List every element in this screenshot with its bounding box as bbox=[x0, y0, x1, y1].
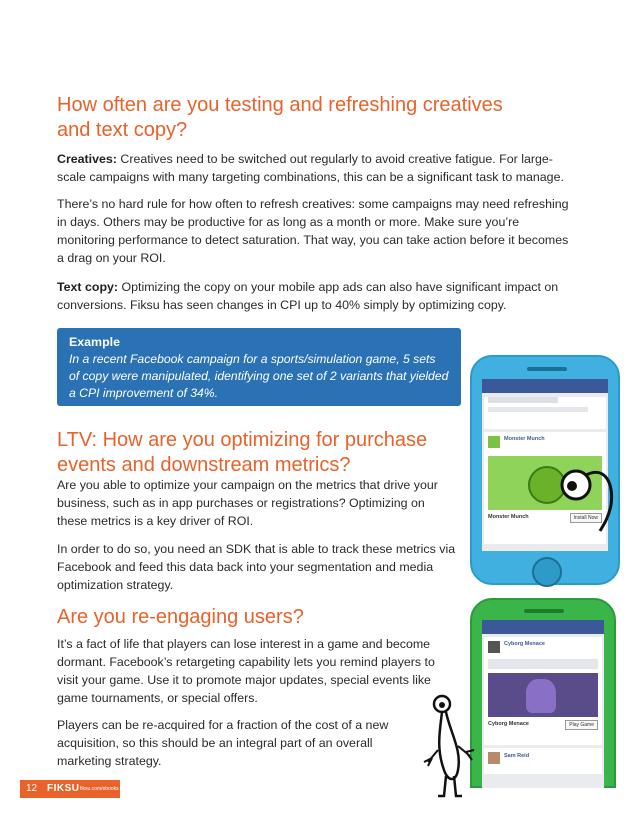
section-heading-creatives bbox=[57, 93, 503, 143]
footer-site-label: fiksu.com/ebooks bbox=[80, 786, 119, 792]
home-button bbox=[532, 557, 562, 587]
phone-mockup-green bbox=[470, 598, 616, 788]
creatives-label: Creatives: bbox=[57, 152, 117, 166]
reengaging-paragraph-2: Players can be re-acquired for a fraction of the cost of a new acquisition, so this should be an integral part of an overall marketing strategy. bbox=[57, 718, 389, 768]
feed-post-card bbox=[484, 397, 606, 429]
section-heading-reengaging: Are you re-engaging users? bbox=[57, 606, 304, 628]
page-footer-tab bbox=[20, 780, 120, 798]
mascot-pupil bbox=[439, 702, 445, 708]
ltv-paragraph-1: Are you able to optimize your campaign on the metrics that drive your business, such as in app purchases or registrations? Optimizing on these metrics is a key driver of ROI. bbox=[57, 478, 438, 528]
speaker-slot bbox=[524, 609, 564, 613]
commenter-name: Sam Reid bbox=[504, 753, 530, 759]
creatives-paragraph bbox=[57, 150, 572, 186]
mascot-right-arm bbox=[458, 746, 474, 760]
example-callout bbox=[57, 328, 461, 406]
mascot-eye-illustration bbox=[556, 455, 618, 535]
example-body: In a recent Facebook campaign for a sports/simulation game, 5 sets of copy were manipulated, identifying one set of 2 variants that yielded a CPI improvement of 34%. bbox=[69, 352, 449, 400]
speaker-slot bbox=[527, 367, 567, 371]
app-name: Monster Munch bbox=[504, 436, 545, 442]
ltv-paragraph-2: In order to do so, you need an SDK that is able to track these metrics via Facebook and feed this data back into your segmentation and media optimization strategy. bbox=[57, 542, 456, 592]
app-caption: Monster Munch bbox=[488, 514, 529, 520]
heading-line: and text copy? bbox=[57, 119, 188, 141]
page-number: 12 bbox=[26, 783, 38, 794]
heading-line: How often are you testing and refreshing creatives bbox=[57, 94, 503, 116]
heading-line: events and downstream metrics? bbox=[57, 454, 351, 476]
facebook-top-bar bbox=[482, 379, 608, 393]
mascot-pupil bbox=[567, 481, 577, 491]
reengaging-paragraph-1: It’s a fact of life that players can lose interest in a game and become dormant. Facebook’s retargeting capability lets you remind players to visit your game. Use it to promote major updates, special events like game tournaments, or special offers. bbox=[57, 637, 435, 705]
app-caption: Cyborg Menace bbox=[488, 721, 529, 727]
phone-screen bbox=[482, 620, 604, 788]
placeholder-line bbox=[488, 407, 588, 412]
app-name: Cyborg Menace bbox=[504, 641, 545, 647]
text-copy-label: Text copy: bbox=[57, 280, 119, 294]
facebook-top-bar bbox=[482, 620, 604, 634]
install-now-button[interactable]: Install Now bbox=[570, 513, 602, 523]
ad-creative-image bbox=[488, 673, 598, 717]
creatives-text: Creatives need to be switched out regularly to avoid creative fatigue. For large-scale campaigns with many targeting combinations, this can be a significant task to manage. bbox=[57, 152, 564, 184]
mascot-creature-illustration bbox=[420, 690, 490, 802]
mascot-body bbox=[439, 712, 459, 779]
play-game-button[interactable]: Play Game bbox=[565, 720, 598, 730]
sponsored-ad-card bbox=[484, 637, 602, 745]
example-title: Example bbox=[69, 335, 120, 349]
placeholder-line bbox=[488, 659, 598, 669]
fiksu-logo: FIKSU bbox=[47, 783, 80, 794]
app-icon bbox=[488, 641, 500, 653]
mascot-left-arm bbox=[424, 750, 438, 766]
placeholder-line bbox=[488, 397, 558, 403]
text-copy-text: Optimizing the copy on your mobile app ads can also have significant impact on conversions. Fiksu has seen changes in CPI up to 40% simply by optimizing copy. bbox=[57, 280, 559, 312]
comment-card bbox=[484, 748, 602, 774]
section-heading-ltv bbox=[57, 428, 427, 478]
text-copy-paragraph bbox=[57, 278, 572, 314]
heading-line: LTV: How are you optimizing for purchase bbox=[57, 429, 428, 451]
cyborg-illustration bbox=[526, 679, 556, 713]
app-icon bbox=[488, 436, 500, 448]
no-hard-rule-paragraph: There’s no hard rule for how often to refresh creatives: some campaigns may need refreshing in days. Others may be productive for as long as a month or more. Make sure you’re monitoring performance to detect saturation. That way, you can take action before it becomes a drag on your ROI. bbox=[57, 197, 569, 265]
